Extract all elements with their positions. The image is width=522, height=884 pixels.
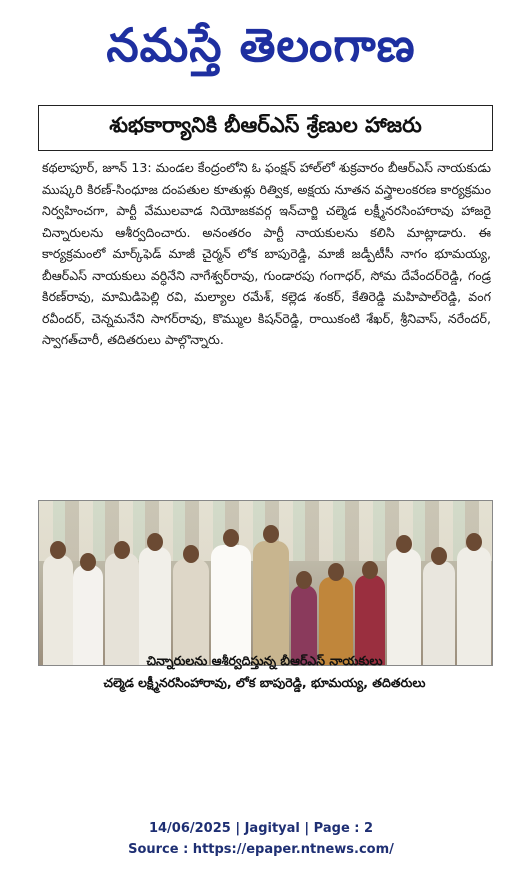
photo-head xyxy=(114,541,130,559)
masthead xyxy=(0,4,522,86)
article-headline: శుభకార్యానికి బీఆర్ఎస్ శ్రేణుల హాజరు xyxy=(109,113,422,137)
photo-person xyxy=(387,549,421,665)
headline-box xyxy=(38,105,493,151)
footer-meta: 14/06/2025 | Jagityal | Page : 2 xyxy=(148,821,374,836)
newspaper-logo: నమస్తే తెలంగాణ xyxy=(106,18,416,72)
photo-caption xyxy=(38,650,491,694)
caption-line-2: చల్మెడ లక్ష్మీనరసింహారావు, లోక బాపురెడ్డి, భూమయ్య, తదితరులు xyxy=(103,675,426,690)
photo-head xyxy=(50,541,66,559)
photo-head xyxy=(362,561,378,579)
photo-head xyxy=(223,529,239,547)
photo-head xyxy=(431,547,447,565)
footer-source: Source : https://epaper.ntnews.com/ xyxy=(128,842,394,857)
photo-head xyxy=(296,571,312,589)
photo-person xyxy=(105,553,139,665)
footer xyxy=(0,818,522,860)
photo-person xyxy=(253,541,289,665)
photo-person xyxy=(139,547,171,665)
photo-head xyxy=(183,545,199,563)
article-body: కథలాపూర్, జూన్ 13: మండల కేంద్రంలోని ఓ ఫంక్షన్ హాల్‌లో శుక్రవారం బీఆర్ఎస్ నాయకుడు ముష్కరి కిరణ్-సింధూజ దంపతుల కూతుళ్లు రిత్విక, అక్షయ నూతన వస్త్రాలంకరణ కార్యక్రమం నిర్వహించగా, పార్టీ వేములవాడ నియోజకవర్గ ఇన్‌చార్జి చల్మెడ లక్ష్మీనరసింహారావు హాజరై చిన్నారులను ఆశీర్వదించారు. అనంతరం పార్టీ నాయకులను కలిసి మాట్లాడారు. ఈ కార్యక్రమంలో మార్క్‌ఫెడ్ మాజీ చైర్మన్ లోక బాపురెడ్డి, మాజీ జడ్పీటీసీ నాగం భూమయ్య, బీఆర్ఎస్ నాయకులు వర్ధినేని నాగేశ్వర్‌రావు, గుండారపు గంగాధర్, సోమ దేవేందర్‌రెడ్డి, గండ్ర కిరణ్‌రావు, మామిడిపెల్లి రవి, మల్యాల రమేశ్, కల్లెడ శంకర్, కేతిరెడ్డి మహిపాల్‌రెడ్డి, వంగ రవీందర్, చెన్నమనేని సాగర్‌రావు, కొమ్ముల కిషన్‌రెడ్డి, రాయికంటి శేఖర్, శ్రీనివాస్, నరేందర్, స్వాగత్‌చారీ, తదితరులు పాల్గొన్నారు. xyxy=(42,160,491,347)
article-photo xyxy=(38,500,493,666)
photo-head xyxy=(328,563,344,581)
news-clipping xyxy=(38,105,493,827)
photo-head xyxy=(263,525,279,543)
photo-person xyxy=(457,547,491,665)
photo-head xyxy=(147,533,163,551)
caption-line-1: చిన్నారులను ఆశీర్వదిస్తున్న బీఆర్ఎస్ నాయకులు xyxy=(146,653,383,668)
photo-person xyxy=(43,555,73,665)
photo-person xyxy=(211,545,251,665)
photo-head xyxy=(396,535,412,553)
photo-head xyxy=(80,553,96,571)
photo-head xyxy=(466,533,482,551)
